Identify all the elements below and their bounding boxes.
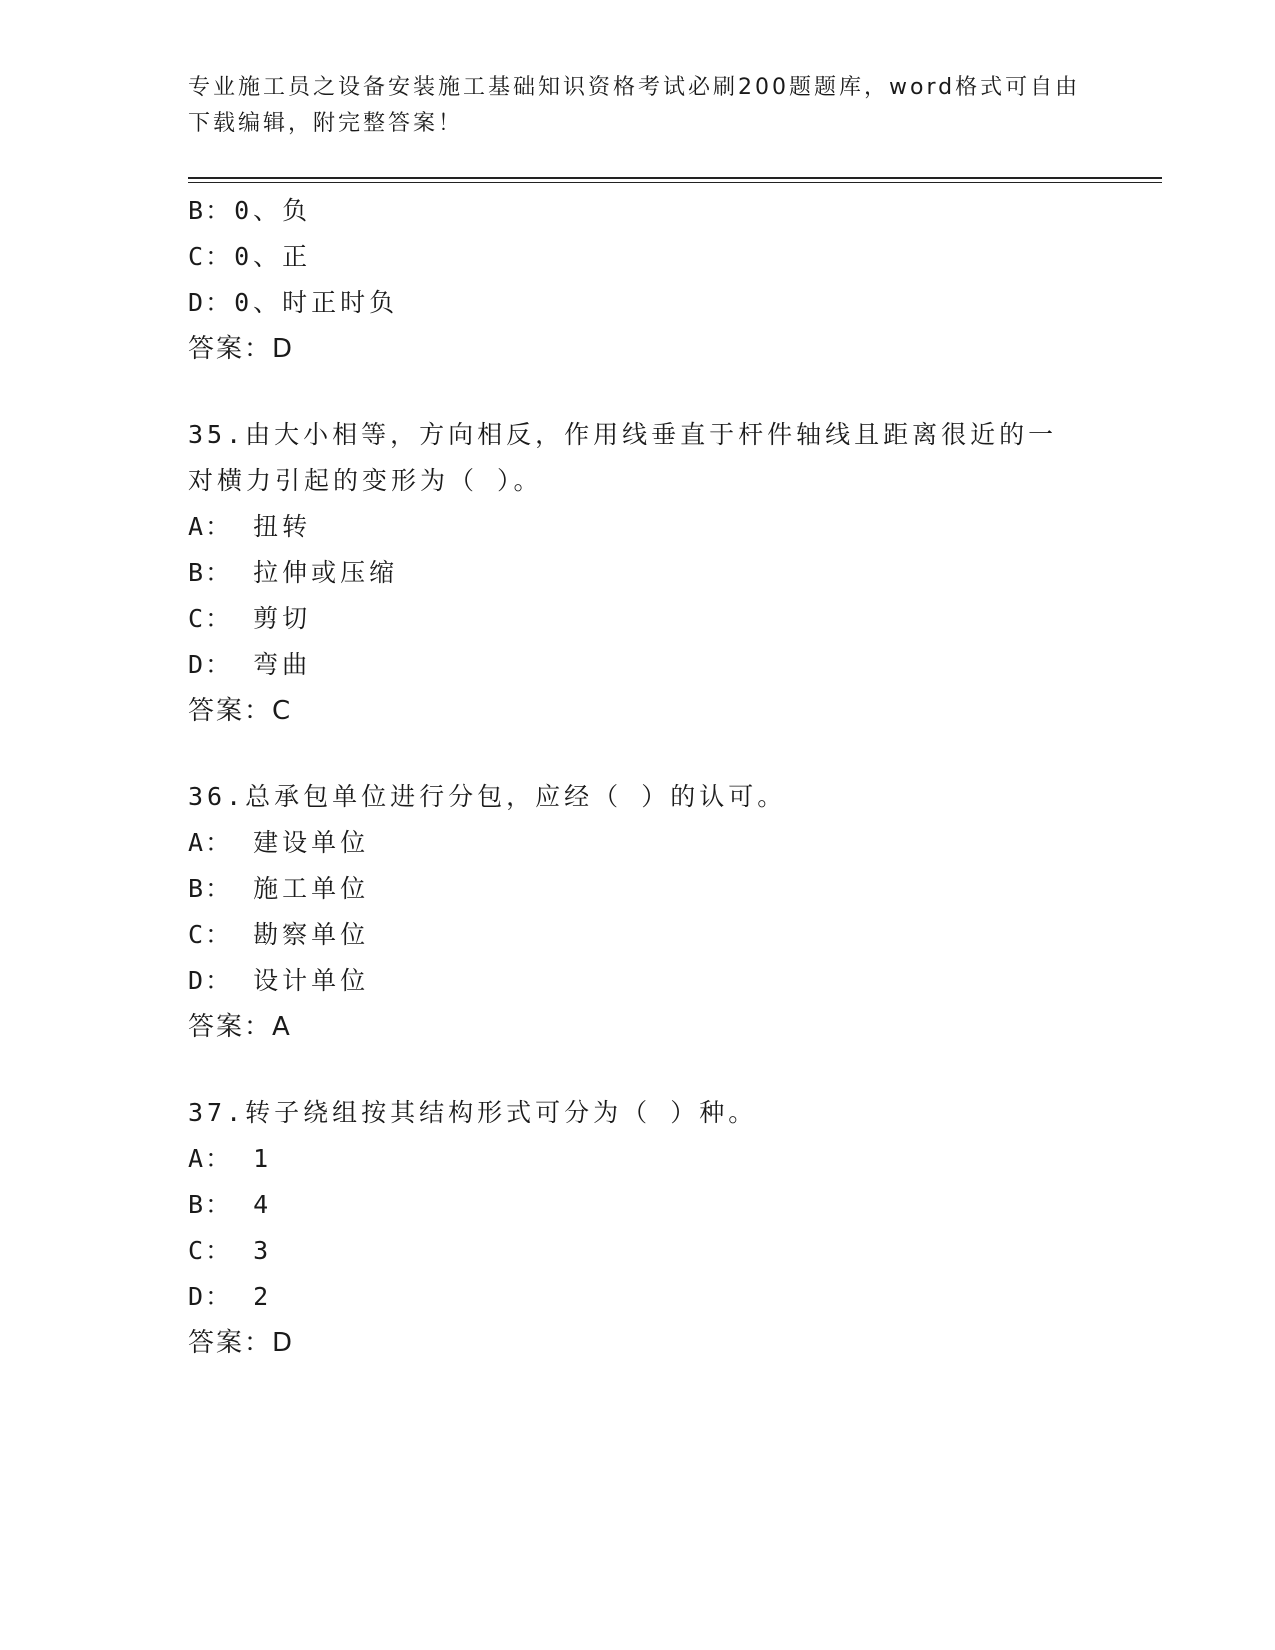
option-separator: ： [205,604,254,633]
answer-label: 答案： [188,696,273,726]
option-row [188,188,1088,234]
spacer [188,372,1088,412]
question-body: 总承包单位进行分包，应经（ ）的认可。 [245,782,787,811]
header-rule-top [188,177,1162,179]
option-row [188,550,1088,596]
option-row [188,958,1088,1004]
answer-value: D [272,334,295,364]
spacer [188,734,1088,774]
option-key: A [188,1144,206,1173]
option-text: 2 [253,1282,273,1311]
option-row [188,234,1088,280]
option-text: 拉伸或压缩 [253,558,399,587]
question-body: 由大小相等，方向相反，作用线垂直于杆件轴线且距离很近的一对横力引起的变形为（ ）。 [188,420,1058,495]
option-key: B [188,196,206,225]
option-separator: ： [205,1236,254,1265]
question-body: 转子绕组按其结构形式可分为（ ）种。 [245,1098,758,1127]
option-key: B [188,558,206,587]
option-key: D [188,650,206,679]
option-separator: ： [205,1282,254,1311]
option-key: C [188,604,206,633]
option-key: D [188,288,206,317]
answer-label: 答案： [188,1012,273,1042]
option-text: 0、负 [234,196,312,225]
option-text: 3 [253,1236,273,1265]
option-text: 4 [253,1190,273,1219]
question-text [188,1090,1078,1136]
option-key: C [188,1236,206,1265]
option-separator: ： [205,288,235,317]
question-37 [188,1090,1088,1366]
answer-row [188,326,1088,372]
document-content [188,188,1088,1366]
option-text: 建设单位 [253,828,370,857]
question-text [188,774,1078,820]
answer-value: D [272,1328,295,1358]
answer-row [188,1004,1088,1050]
answer-label: 答案： [188,1328,273,1358]
option-row [188,504,1088,550]
question-text [188,412,1078,504]
answer-row [188,688,1088,734]
option-text: 勘察单位 [253,920,370,949]
option-separator: ： [205,242,235,271]
option-text: 1 [253,1144,273,1173]
spacer [188,1050,1088,1090]
option-text: 0、正 [234,242,312,271]
option-separator: ： [205,650,254,679]
option-text: 扭转 [253,512,312,541]
option-key: C [188,242,206,271]
answer-label: 答案： [188,334,273,364]
option-key: A [188,512,206,541]
option-text: 剪切 [253,604,312,633]
option-text: 设计单位 [253,966,370,995]
option-key: B [188,874,206,903]
option-separator: ： [205,828,254,857]
option-row [188,1274,1088,1320]
answer-value: A [272,1012,292,1042]
prev-question [188,188,1088,372]
document-header: 专业施工员之设备安装施工基础知识资格考试必刷200题题库，word格式可自由下载编辑，附完整答案！ [188,75,1081,136]
option-row [188,912,1088,958]
option-key: D [188,1282,206,1311]
option-row [188,820,1088,866]
option-separator: ： [205,920,254,949]
option-row [188,1228,1088,1274]
option-key: C [188,920,206,949]
question-number: 35. [188,420,246,449]
option-row [188,866,1088,912]
option-text: 弯曲 [253,650,312,679]
question-36 [188,774,1088,1050]
option-separator: ： [205,874,254,903]
question-35 [188,412,1088,734]
option-row [188,280,1088,326]
option-separator: ： [205,1144,254,1173]
option-separator: ： [205,512,254,541]
option-separator: ： [205,1190,254,1219]
header-rule-bottom [188,182,1162,183]
option-row [188,596,1088,642]
option-row [188,642,1088,688]
option-text: 施工单位 [253,874,370,903]
question-number: 36. [188,782,246,811]
answer-value: C [272,696,293,726]
option-separator: ： [205,966,254,995]
answer-row [188,1320,1088,1366]
option-key: B [188,1190,206,1219]
option-key: A [188,828,206,857]
option-text: 0、时正时负 [234,288,399,317]
option-key: D [188,966,206,995]
option-row [188,1136,1088,1182]
option-separator: ： [205,558,254,587]
option-separator: ： [205,196,235,225]
question-number: 37. [188,1098,246,1127]
option-row [188,1182,1088,1228]
